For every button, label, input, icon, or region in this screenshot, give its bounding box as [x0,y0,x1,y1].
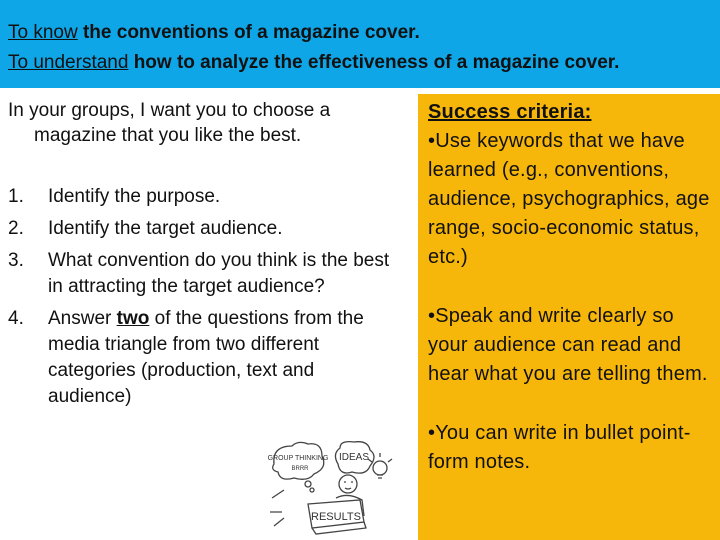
instructions [8,98,390,416]
objective-1-text: the conventions of a magazine cover. [77,22,420,43]
task-text: Identify the purpose. [48,186,221,207]
task-number: 2. [8,218,24,239]
task-item [8,306,390,410]
task-number: 1. [8,186,24,207]
task-item [8,184,390,210]
person-head-icon [339,475,357,493]
objectives-header [0,0,720,88]
ideas-label: IDEAS [338,452,370,463]
objective-2-text: how to analyze the effectiveness of a magazine cover. [128,52,620,73]
success-criteria-panel [418,94,720,540]
objective-2-keyword: To understand [8,52,129,73]
task-item [8,248,390,300]
objective-line-1 [8,22,420,44]
task-number: 3. [8,250,24,271]
success-criteria-title: Success criteria: [428,101,592,123]
task-list [8,184,390,410]
criteria-item: •You can write in bullet point-form notes. [428,422,691,473]
success-criteria-text [428,98,718,477]
objective-1-keyword: To know [8,22,78,43]
bubble-sublabel: BRRR [291,466,309,472]
criteria-item: •Speak and write clearly so your audience can read and hear what you are telling them. [428,305,708,385]
task-text: What convention do you think is the best in attracting the target audience? [48,250,390,297]
task-text: Answer [48,308,117,329]
task-number: 4. [8,308,24,329]
results-label: RESULTS [311,511,361,523]
bubble-label: GROUP THINKING [268,455,329,462]
task-text: Identify the target audience. [48,218,283,239]
lightbulb-icon [373,461,387,475]
objective-line-2 [8,52,619,74]
instructions-intro: In your groups, I want you to choose a magazine that you like the best. [8,100,331,146]
task-item [8,216,390,242]
criteria-item: •Use keywords that we have learned (e.g., conventions, audience, psychographics, age range, socio-economic status, etc.) [428,130,710,268]
task-emphasis: two [116,308,150,329]
task-text: of the questions from the media triangle from two different categories (production, text and audience) [48,308,364,407]
group-thinking-illustration [268,438,396,538]
